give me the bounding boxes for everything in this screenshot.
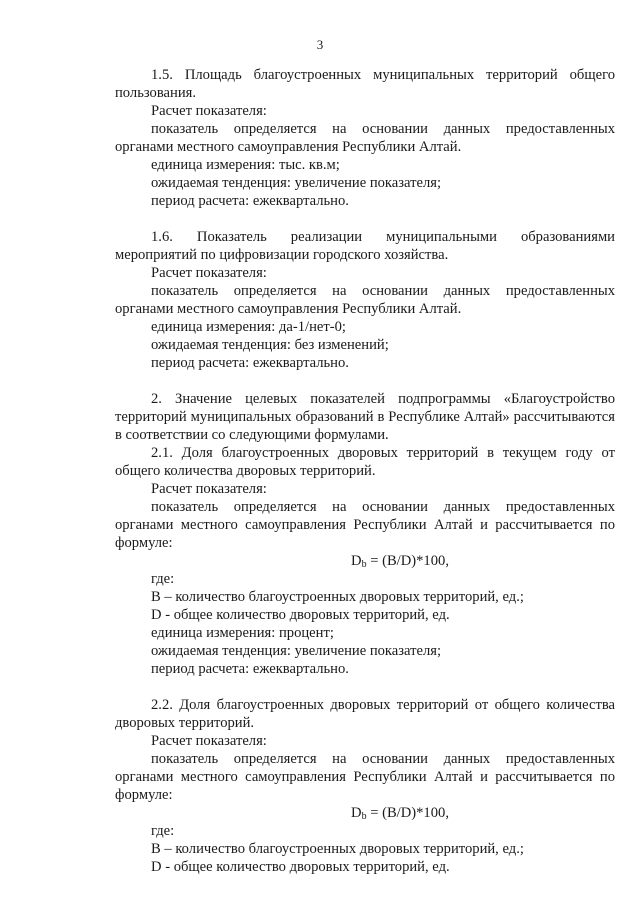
section-1-6-period: период расчета: ежеквартально. (151, 355, 349, 371)
section-1-5-unit: единица измерения: тыс. кв.м; (151, 157, 340, 173)
section-2-1-calc-label: Расчет показателя: (151, 481, 267, 497)
section-2-2-where: где: (151, 823, 175, 839)
section-2-1-def-d: D - общее количество дворовых территорий, ед. (151, 607, 450, 623)
section-1-5-heading: 1.5. Площадь благоустроенных муниципальных территорий общего пользования. (115, 67, 615, 101)
section-2-1-period: период расчета: ежеквартально. (151, 661, 349, 677)
document-body (115, 66, 615, 876)
formula-subscript: b (361, 559, 367, 570)
formula-symbol: D (351, 553, 362, 569)
section-1-5-calc-label: Расчет показателя: (151, 103, 267, 119)
section-2-1-def-b: B – количество благоустроенных дворовых территорий, ед.; (151, 589, 524, 605)
section-1-6-trend: ожидаемая тенденция: без изменений; (151, 337, 389, 353)
section-1-6-heading: 1.6. Показатель реализации муниципальными образованиями мероприятий по цифровизации городского хозяйства. (115, 229, 615, 263)
section-2-intro: 2. Значение целевых показателей подпрограммы «Благоустройство территорий муниципальных образований в Республике Алтай» рассчитываются в соответствии со следующими формулами. (115, 391, 615, 443)
section-1-6-calc-label: Расчет показателя: (151, 265, 267, 281)
spacer (115, 210, 615, 228)
section-2-1-basis: показатель определяется на основании данных предоставленных органами местного самоуправления Республики Алтай и рассчитывается по формуле: (115, 499, 615, 551)
section-2-2-heading: 2.2. Доля благоустроенных дворовых территорий от общего количества дворовых территорий. (115, 697, 615, 731)
section-1-6-unit: единица измерения: да-1/нет-0; (151, 319, 346, 335)
section-2-2-basis: показатель определяется на основании данных предоставленных органами местного самоуправления Республики Алтай и рассчитывается по формуле: (115, 751, 615, 803)
section-1-6-basis: показатель определяется на основании данных предоставленных органами местного самоуправления Республики Алтай. (115, 283, 615, 317)
formula-subscript: b (361, 811, 367, 822)
spacer (115, 372, 615, 390)
page-number: 3 (316, 37, 324, 52)
formula-expression: = (B/D)*100, (366, 805, 449, 821)
formula-symbol: D (351, 805, 362, 821)
section-2-2-def-d: D - общее количество дворовых территорий, ед. (151, 859, 450, 875)
section-2-1-heading: 2.1. Доля благоустроенных дворовых территорий в текущем году от общего количества дворовых территорий. (115, 445, 615, 479)
section-1-5-basis: показатель определяется на основании данных предоставленных органами местного самоуправления Республики Алтай. (115, 121, 615, 155)
section-1-5-trend: ожидаемая тенденция: увеличение показателя; (151, 175, 442, 191)
spacer (115, 678, 615, 696)
section-1-5-period: период расчета: ежеквартально. (151, 193, 349, 209)
section-2-1-where: где: (151, 571, 175, 587)
section-2-2-calc-label: Расчет показателя: (151, 733, 267, 749)
formula-expression: = (B/D)*100, (366, 553, 449, 569)
section-2-1-formula (115, 552, 615, 570)
section-2-1-unit: единица измерения: процент; (151, 625, 334, 641)
section-2-1-trend: ожидаемая тенденция: увеличение показателя; (151, 643, 442, 659)
section-2-2-def-b: B – количество благоустроенных дворовых территорий, ед.; (151, 841, 524, 857)
section-2-2-formula (115, 804, 615, 822)
